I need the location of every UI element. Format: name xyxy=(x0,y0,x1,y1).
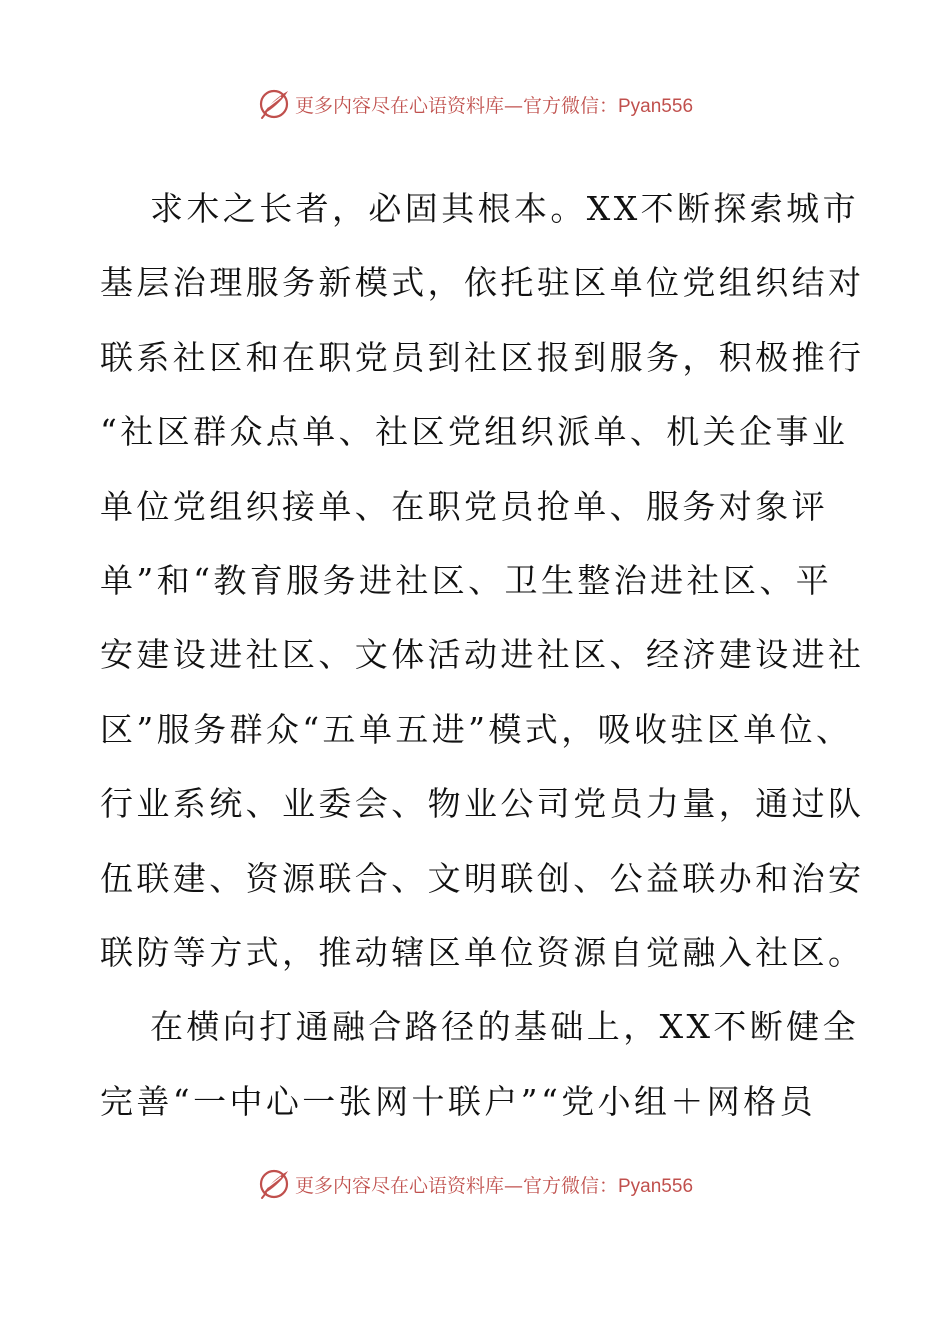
document-body xyxy=(100,172,865,1139)
quill-logo-icon xyxy=(257,1167,291,1201)
text-line: 完善“一中心一张网十联户”“党小组＋网格员 xyxy=(100,1081,817,1121)
watermark-wechat-id: Pyan556 xyxy=(618,95,694,117)
text-line: 行业系统、业委会、物业公司党员力量，通过队 xyxy=(100,784,865,824)
header-watermark xyxy=(0,84,950,124)
text-line: 单位党组织接单、在职党员抢单、服务对象评 xyxy=(100,486,828,526)
text-line: 单”和“教育服务进社区、卫生整治进社区、平 xyxy=(100,560,833,600)
text-line: “社区群众点单、社区党组织派单、机关企事业 xyxy=(100,412,849,452)
text-line: 区”服务群众“五单五进”模式，吸收驻区单位、 xyxy=(100,709,853,749)
text-line: 求木之长者，必固其根本。XX不断探索城市 xyxy=(150,189,859,228)
quill-logo-icon xyxy=(257,87,291,121)
text-line: 联防等方式，推动辖区单位资源自觉融入社区。 xyxy=(100,932,865,972)
footer-watermark xyxy=(0,1164,950,1204)
watermark-text: 更多内容尽在心语资料库—官方微信： xyxy=(294,94,618,117)
text-line: 安建设进社区、文体活动进社区、经济建设进社 xyxy=(100,635,865,675)
watermark-wechat-id: Pyan556 xyxy=(618,1175,694,1197)
text-line: 基层治理服务新模式，依托驻区单位党组织结对 xyxy=(100,263,865,303)
text-line: 联系社区和在职党员到社区报到服务，积极推行 xyxy=(100,337,865,377)
text-line: 在横向打通融合路径的基础上，XX不断健全 xyxy=(150,1007,859,1047)
watermark-text: 更多内容尽在心语资料库—官方微信： xyxy=(294,1174,618,1197)
text-line: 伍联建、资源联合、文明联创、公益联办和治安 xyxy=(100,858,865,898)
